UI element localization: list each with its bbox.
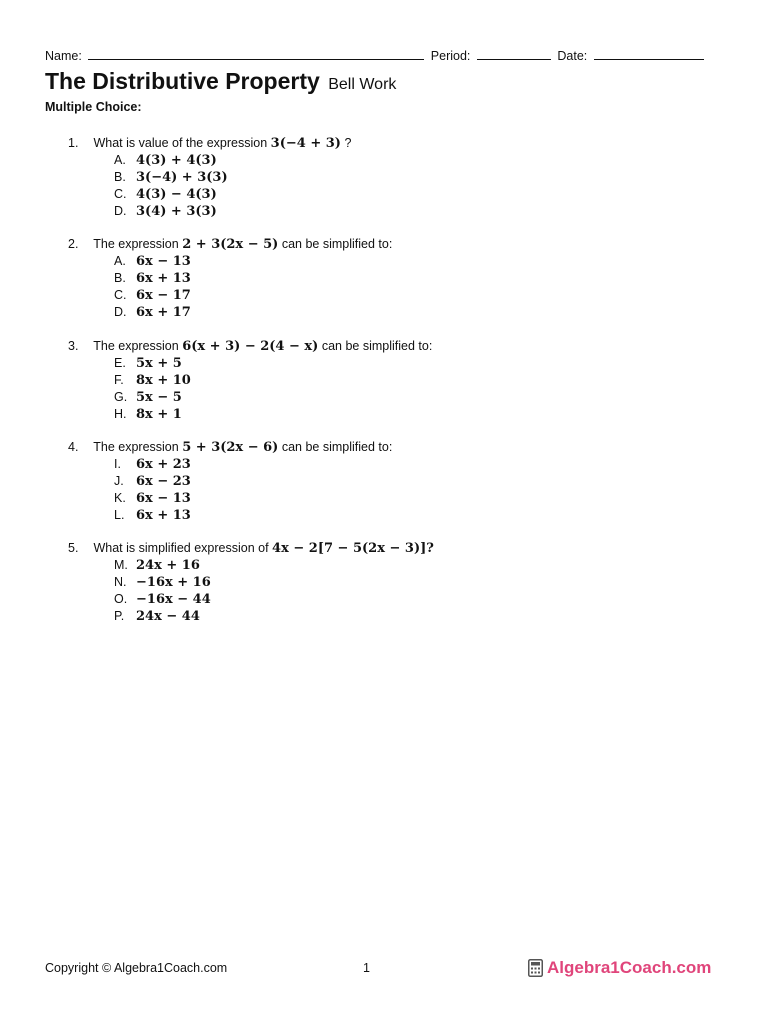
option-letter: H.: [114, 407, 127, 421]
option-letter: N.: [114, 575, 127, 589]
question-number: 3.: [68, 339, 79, 353]
option-letter: D.: [114, 204, 127, 218]
question-prompt: [68, 539, 688, 557]
question-text: What is value of the expression: [93, 136, 268, 150]
logo-text: Algebra1Coach.com: [547, 958, 712, 977]
question-math: 5 + 3(2x − 6): [182, 440, 279, 455]
option-expression: 3(−4) + 3(3): [136, 170, 228, 185]
option-letter: G.: [114, 390, 128, 404]
question-text: The expression: [93, 440, 179, 454]
answer-option[interactable]: [114, 203, 688, 220]
question-5: [68, 539, 688, 625]
question-number: 5.: [68, 541, 79, 555]
question-suffix: can be simplified to:: [281, 237, 393, 251]
question-prompt: [68, 235, 688, 253]
answer-option[interactable]: [114, 490, 688, 507]
option-expression: 8x + 10: [136, 373, 191, 388]
question-number: 4.: [68, 440, 79, 454]
answer-option[interactable]: [114, 152, 688, 169]
page-number: 1: [363, 961, 370, 975]
option-letter: L.: [114, 508, 125, 522]
answer-option[interactable]: [114, 406, 688, 423]
option-letter: K.: [114, 491, 126, 505]
question-4: [68, 438, 688, 524]
option-expression: 6x − 13: [136, 491, 191, 506]
option-letter: I.: [114, 457, 121, 471]
question-text: The expression: [93, 339, 179, 353]
option-expression: 24x − 44: [136, 609, 200, 624]
question-math: 3(−4 + 3): [270, 136, 341, 151]
name-field[interactable]: [88, 47, 424, 60]
answer-option[interactable]: [114, 169, 688, 186]
answer-option[interactable]: [114, 557, 688, 574]
question-math: 6(x + 3) − 2(4 − x): [182, 339, 319, 354]
option-expression: 8x + 1: [136, 407, 182, 422]
option-letter: O.: [114, 592, 128, 606]
worksheet-title: [45, 68, 396, 95]
answer-option[interactable]: [114, 253, 688, 270]
answer-option[interactable]: [114, 591, 688, 608]
question-math: 2 + 3(2x − 5): [182, 237, 279, 252]
option-expression: −16x + 16: [136, 575, 211, 590]
question-suffix: can be simplified to:: [281, 440, 393, 454]
option-expression: 4(3) + 4(3): [136, 153, 217, 168]
answer-option[interactable]: [114, 389, 688, 406]
section-heading: Multiple Choice:: [45, 100, 142, 114]
question-text: What is simplified expression of: [93, 541, 269, 555]
question-1: [68, 134, 688, 220]
option-expression: 4(3) − 4(3): [136, 187, 217, 202]
page-subtitle: Bell Work: [328, 76, 397, 93]
answer-option[interactable]: [114, 270, 688, 287]
period-label: Period:: [430, 49, 471, 63]
answer-option[interactable]: [114, 287, 688, 304]
option-expression: 6x − 13: [136, 254, 191, 269]
question-suffix: can be simplified to:: [321, 339, 433, 353]
option-expression: 6x + 23: [136, 457, 191, 472]
option-expression: 6x + 13: [136, 508, 191, 523]
answer-option[interactable]: [114, 372, 688, 389]
name-label: Name:: [45, 49, 82, 63]
question-math: 4x − 2[7 − 5(2x − 3)]?: [272, 541, 434, 556]
option-letter: B.: [114, 271, 126, 285]
question-prompt: [68, 134, 688, 152]
option-expression: 6x − 17: [136, 288, 191, 303]
answer-option[interactable]: [114, 608, 688, 625]
answer-option[interactable]: [114, 574, 688, 591]
question-number: 2.: [68, 237, 79, 251]
option-expression: 3(4) + 3(3): [136, 204, 217, 219]
period-field[interactable]: [477, 47, 551, 60]
option-expression: 6x + 13: [136, 271, 191, 286]
answer-option[interactable]: [114, 456, 688, 473]
option-expression: 5x − 5: [136, 390, 182, 405]
page-title: The Distributive Property: [45, 68, 320, 94]
answer-option[interactable]: [114, 473, 688, 490]
question-text: The expression: [93, 237, 179, 251]
question-prompt: [68, 337, 688, 355]
answer-option[interactable]: [114, 355, 688, 372]
answer-option[interactable]: [114, 304, 688, 321]
option-letter: E.: [114, 356, 126, 370]
question-prompt: [68, 438, 688, 456]
option-expression: 6x − 23: [136, 474, 191, 489]
student-info-header: [45, 47, 705, 63]
option-letter: P.: [114, 609, 125, 623]
option-expression: 24x + 16: [136, 558, 200, 573]
option-letter: B.: [114, 170, 126, 184]
option-letter: M.: [114, 558, 128, 572]
option-expression: 5x + 5: [136, 356, 182, 371]
date-label: Date:: [557, 49, 588, 63]
option-letter: J.: [114, 474, 124, 488]
answer-option[interactable]: [114, 186, 688, 203]
option-expression: −16x − 44: [136, 592, 211, 607]
date-field[interactable]: [594, 47, 704, 60]
question-suffix: ?: [344, 136, 352, 150]
option-letter: D.: [114, 305, 127, 319]
calculator-icon: [528, 959, 543, 977]
option-letter: C.: [114, 187, 127, 201]
answer-option[interactable]: [114, 507, 688, 524]
option-expression: 6x + 17: [136, 305, 191, 320]
question-3: [68, 337, 688, 423]
question-2: [68, 235, 688, 321]
copyright-notice: Copyright © Algebra1Coach.com: [45, 961, 228, 975]
brand-logo: [528, 958, 711, 978]
option-letter: F.: [114, 373, 124, 387]
option-letter: A.: [114, 254, 126, 268]
option-letter: C.: [114, 288, 127, 302]
question-number: 1.: [68, 136, 79, 150]
option-letter: A.: [114, 153, 126, 167]
